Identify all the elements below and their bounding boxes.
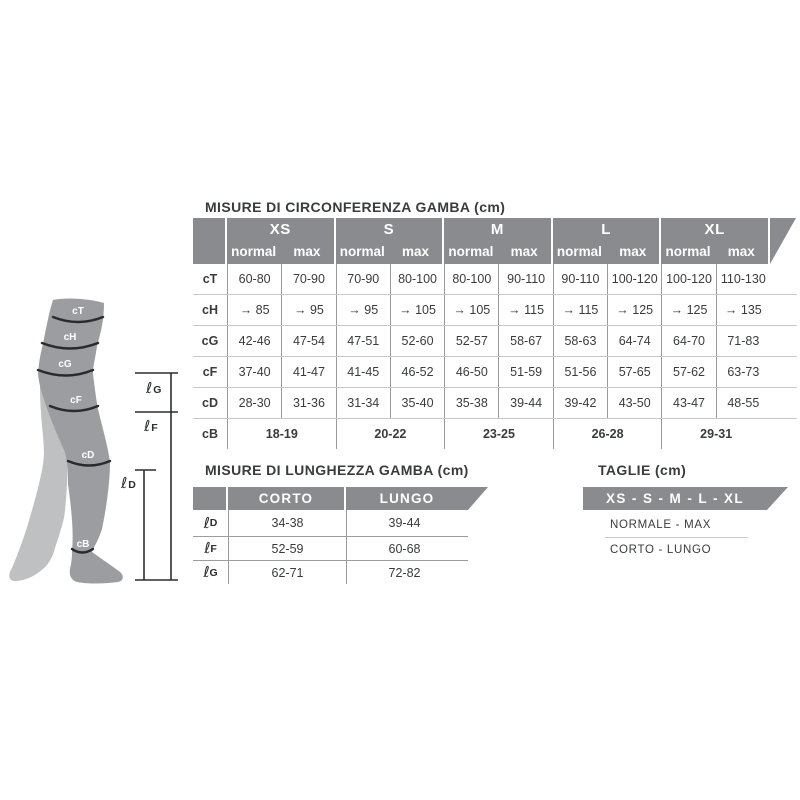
length-table-title: MISURE DI LUNGHEZZA GAMBA (cm) (205, 462, 469, 478)
size-group (227, 218, 334, 264)
circumference-cell: 39-44 (498, 388, 552, 418)
size-group (661, 218, 768, 264)
circumference-cell: 58-63 (553, 326, 607, 356)
circumference-cell: 100-120 (607, 264, 661, 294)
circumference-cell: 52-60 (390, 326, 444, 356)
circumference-cell: 110-130 (716, 264, 770, 294)
band-label-cT: cT (72, 306, 84, 317)
circumference-cell: 28-30 (227, 388, 281, 418)
size-group (336, 218, 443, 264)
circumference-cell: → 95 (336, 295, 390, 325)
table-row (193, 264, 797, 294)
script-l-glyph: ℓ (203, 563, 210, 581)
circumference-cell: 100-120 (661, 264, 715, 294)
circumference-cell: 63-73 (716, 357, 770, 387)
table-row (193, 294, 797, 325)
length-cell-lungo: 72-82 (346, 561, 462, 584)
row-label: cB (202, 427, 218, 441)
circumference-cell: 31-34 (336, 388, 390, 418)
subheader-row (444, 242, 551, 261)
circumference-span-cell: 29-31 (661, 419, 770, 449)
length-label-lF: ℓF (144, 417, 158, 435)
subheader-max: max (727, 244, 755, 259)
row-label (193, 561, 228, 584)
circumference-cell: 31-36 (281, 388, 335, 418)
subheader-row (336, 242, 443, 261)
circumference-cell: 43-50 (607, 388, 661, 418)
circumference-cell: 70-90 (281, 264, 335, 294)
row-label (193, 510, 228, 536)
length-table (193, 487, 468, 584)
sizes-banner (583, 487, 767, 510)
circumference-cell: → 95 (281, 295, 335, 325)
circumference-cell: 70-90 (336, 264, 390, 294)
script-l-glyph: ℓ (203, 513, 210, 532)
circumference-cell: 90-110 (498, 264, 552, 294)
circumference-cell: 51-56 (553, 357, 607, 387)
circumference-table-body (193, 264, 797, 449)
row-label: cT (202, 272, 218, 286)
subheader-max: max (510, 244, 538, 259)
row-label (193, 537, 228, 560)
circumference-cell: → 115 (553, 295, 607, 325)
table-row (193, 387, 797, 418)
band-label-cH: cH (63, 332, 77, 343)
circumference-cell: 57-65 (607, 357, 661, 387)
row-label: cD (202, 396, 218, 410)
circumference-cell: 57-62 (661, 357, 715, 387)
circumference-cell: 64-74 (607, 326, 661, 356)
header-slant (770, 218, 796, 264)
subheader-normal: normal (448, 244, 494, 259)
circumference-cell: 48-55 (716, 388, 770, 418)
table-row (193, 560, 468, 584)
size-label: S (383, 221, 395, 238)
length-cell-corto: 62-71 (228, 561, 346, 584)
length-table-body (193, 510, 468, 584)
sizes-panel-line-normale-max: NORMALE - MAX (610, 519, 712, 531)
size-label: XS (269, 221, 291, 238)
sizes-panel-line-corto-lungo: CORTO - LUNGO (610, 544, 712, 556)
subheader-normal: normal (556, 244, 602, 259)
circumference-cell: → 115 (498, 295, 552, 325)
circumference-cell: 71-83 (716, 326, 770, 356)
sizes-panel-title: TAGLIE (cm) (598, 462, 687, 478)
header-slant (468, 487, 488, 510)
circumference-table-title: MISURE DI CIRCONFERENZA GAMBA (cm) (205, 199, 506, 215)
table-row (193, 325, 797, 356)
circumference-cell: 41-45 (336, 357, 390, 387)
size-label: XL (704, 221, 725, 238)
band-label-cF: cF (70, 395, 82, 406)
row-label: cG (201, 334, 219, 348)
script-l-glyph: ℓ (204, 539, 211, 557)
band-label-cB: cB (76, 539, 90, 550)
sizes-banner-label: XS - S - M - L - XL (605, 491, 745, 506)
length-cell-corto: 34-38 (228, 510, 346, 536)
length-label-lG: ℓG (146, 379, 162, 397)
circumference-cell: 64-70 (661, 326, 715, 356)
circumference-table-header (193, 218, 797, 264)
row-label: cF (202, 365, 218, 379)
size-groups (227, 218, 768, 264)
subheader-normal: normal (665, 244, 711, 259)
circumference-cell: 35-40 (390, 388, 444, 418)
size-group (553, 218, 660, 264)
header-corner-stub (193, 487, 226, 510)
leg-diagram (8, 292, 198, 592)
size-label: M (490, 221, 505, 238)
circumference-cell: 80-100 (390, 264, 444, 294)
table-row (193, 356, 797, 387)
circumference-cell: → 135 (716, 295, 770, 325)
band-label-cG: cG (58, 359, 72, 370)
header-corner-stub (193, 218, 225, 264)
circumference-cell: 80-100 (444, 264, 498, 294)
circumference-span-cell: 20-22 (336, 419, 445, 449)
circumference-cell: 60-80 (227, 264, 281, 294)
row-letter: D (209, 517, 218, 529)
circumference-cell: → 125 (607, 295, 661, 325)
circumference-cell: 52-57 (444, 326, 498, 356)
circumference-span-cell: 26-28 (553, 419, 662, 449)
subheader-row (553, 242, 660, 261)
circumference-cell: 41-47 (281, 357, 335, 387)
circumference-cell: 47-54 (281, 326, 335, 356)
subheader-normal: normal (339, 244, 385, 259)
circumference-cell: 46-52 (390, 357, 444, 387)
circumference-cell: 42-46 (227, 326, 281, 356)
band-label-cD: cD (81, 450, 95, 461)
length-table-header (193, 487, 468, 510)
circumference-cell: 35-38 (444, 388, 498, 418)
circumference-span-cell: 18-19 (227, 419, 336, 449)
row-letter: F (210, 542, 217, 555)
circumference-cell: 37-40 (227, 357, 281, 387)
circumference-table (193, 218, 797, 449)
row-letter: G (209, 566, 218, 579)
circumference-span-cell: 23-25 (444, 419, 553, 449)
column-header-lungo: LUNGO (346, 487, 468, 510)
circumference-cell: 39-42 (553, 388, 607, 418)
subheader-max: max (619, 244, 647, 259)
row-label: cH (202, 303, 218, 317)
circumference-cell: 58-67 (498, 326, 552, 356)
column-header-corto: CORTO (228, 487, 344, 510)
circumference-cell: 51-59 (498, 357, 552, 387)
table-row (193, 418, 797, 449)
length-cell-lungo: 39-44 (346, 510, 462, 536)
divider (605, 537, 748, 538)
circumference-cell: → 105 (444, 295, 498, 325)
circumference-cell: → 125 (661, 295, 715, 325)
subheader-normal: normal (231, 244, 277, 259)
length-label-lD: ℓD (121, 474, 136, 492)
circumference-cell: 43-47 (661, 388, 715, 418)
subheader-max: max (293, 244, 321, 259)
subheader-max: max (402, 244, 430, 259)
size-label: L (601, 221, 611, 238)
subheader-row (661, 242, 768, 261)
subheader-row (227, 242, 334, 261)
circumference-cell: 46-50 (444, 357, 498, 387)
circumference-cell: → 85 (227, 295, 281, 325)
length-cell-lungo: 60-68 (346, 537, 462, 560)
table-row (193, 536, 468, 560)
table-row (193, 510, 468, 536)
length-cell-corto: 52-59 (228, 537, 346, 560)
circumference-cell: 47-51 (336, 326, 390, 356)
size-group (444, 218, 551, 264)
circumference-cell: 90-110 (553, 264, 607, 294)
circumference-cell: → 105 (390, 295, 444, 325)
